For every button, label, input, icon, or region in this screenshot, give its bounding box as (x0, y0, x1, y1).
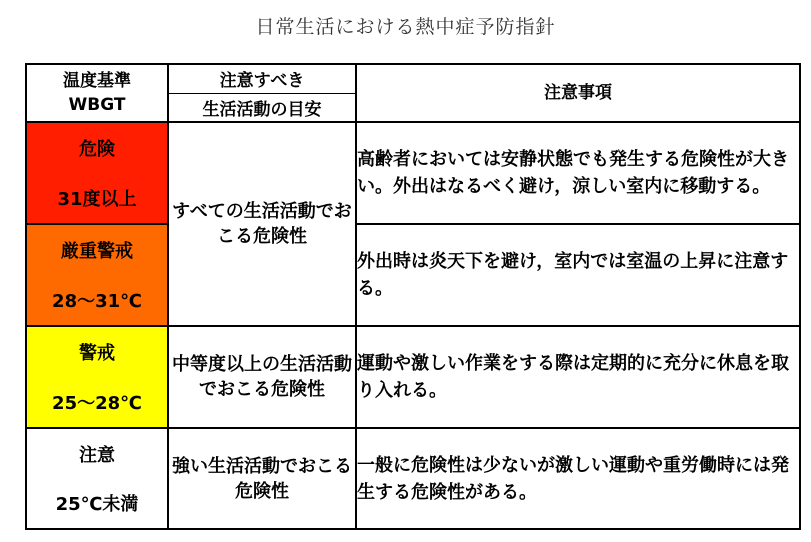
level-name: 危険 (79, 139, 115, 160)
header-notes-cell: 注意事項 (356, 64, 800, 122)
level-name: 注意 (79, 444, 115, 466)
activity-danger-severe: すべての生活活動でおこる危険性 (168, 122, 356, 326)
level-range: 25～28℃ (52, 393, 142, 414)
header-activity-line1: 注意すべき (219, 71, 305, 92)
header-activity-line2: 生活活動の目安 (169, 93, 355, 122)
activity-warn: 中等度以上の生活活動でおこる危険性 (168, 326, 356, 428)
note-danger: 高齢者においては安静状態でも発生する危険性が大きい。外出はなるべく避け，涼しい室内に移動する。 (356, 122, 800, 224)
note-severe: 外出時は炎天下を避け，室内では室温の上昇に注意する。 (356, 224, 800, 326)
level-name: 厳重警戒 (61, 241, 133, 262)
level-range: 28～31℃ (52, 291, 142, 312)
table-row (26, 326, 800, 428)
table-row (26, 428, 800, 529)
level-severe-cell (26, 224, 168, 326)
header-level-cell (26, 64, 168, 122)
level-range: 25℃未満 (55, 494, 139, 516)
header-activity-cell (168, 64, 356, 122)
header-level-line2: WBGT (68, 95, 126, 115)
table-row (26, 224, 800, 326)
level-range: 31度以上 (57, 189, 137, 210)
table-header-row (26, 64, 800, 122)
note-warn: 運動や激しい作業をする際は定期的に充分に休息を取り入れる。 (356, 326, 800, 428)
level-warn-cell (26, 326, 168, 428)
level-name: 警戒 (79, 343, 115, 364)
page-title: 日常生活における熱中症予防指針 (255, 16, 556, 38)
header-level-line1: 温度基準 (63, 71, 131, 91)
activity-caution: 強い生活活動でおこる危険性 (168, 428, 356, 529)
table-row (26, 122, 800, 224)
note-caution: 一般に危険性は少ないが激しい運動や重労働時には発生する危険性がある。 (356, 428, 800, 529)
level-danger-cell (26, 122, 168, 224)
heatstroke-guideline-table (25, 63, 801, 530)
level-caution-cell (26, 428, 168, 529)
